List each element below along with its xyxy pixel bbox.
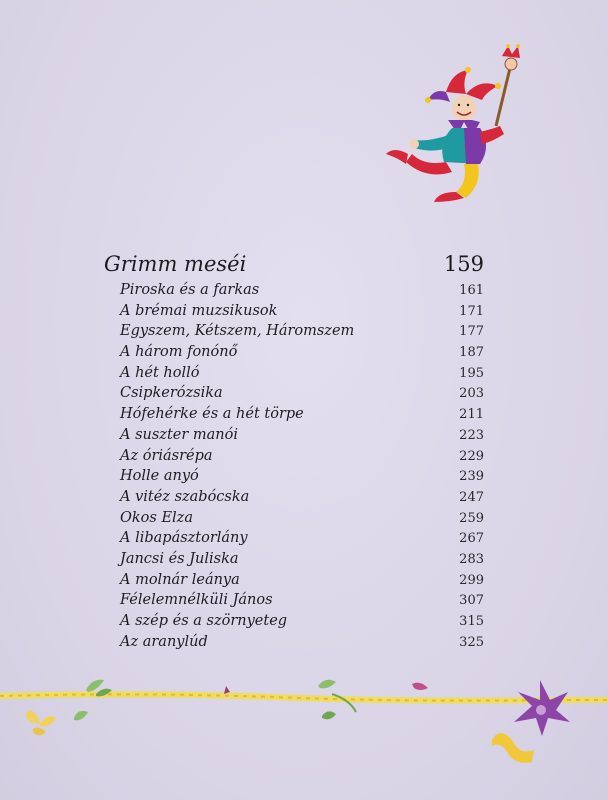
toc-entry (120, 468, 484, 489)
entry-title: Okos Elza (120, 509, 193, 526)
entry-title: Piroska és a farkas (120, 282, 260, 298)
entry-title: A szép és a szörnyeteg (120, 613, 288, 629)
jester-illustration (368, 42, 538, 204)
section-page-number: 159 (443, 252, 484, 276)
entry-page-number: 211 (459, 407, 484, 423)
toc-entry (120, 530, 484, 551)
toc-entry (120, 344, 484, 365)
entry-page-number: 171 (459, 303, 484, 319)
entry-page-number: 247 (459, 489, 484, 505)
toc-entry (120, 427, 484, 448)
toc-entry (120, 323, 484, 344)
toc-entry (120, 489, 484, 510)
entry-page-number: 283 (459, 551, 484, 567)
entry-page-number: 161 (459, 283, 484, 298)
toc-entries (120, 282, 484, 654)
entry-title: Egyszem, Kétszem, Háromszem (120, 323, 355, 340)
section-title: Grimm meséi (104, 252, 247, 276)
entry-page-number: 325 (459, 634, 484, 650)
entry-page-number: 299 (459, 572, 484, 588)
table-of-contents (104, 252, 484, 654)
toc-entry (120, 303, 484, 324)
entry-page-number: 315 (459, 614, 484, 629)
toc-entry (120, 282, 484, 303)
toc-entry (120, 572, 484, 593)
toc-entry (120, 592, 484, 613)
entry-title: A három fonónő (120, 344, 238, 361)
entry-title: Az aranylúd (120, 633, 208, 650)
entry-title: A suszter manói (120, 426, 238, 443)
entry-page-number: 203 (459, 386, 484, 402)
entry-page-number: 195 (459, 365, 484, 381)
entry-page-number: 259 (459, 510, 484, 526)
entry-page-number: 229 (459, 448, 484, 464)
entry-page-number: 223 (459, 427, 484, 443)
toc-entry (120, 510, 484, 531)
entry-title: A hét holló (120, 364, 200, 381)
toc-entry (120, 634, 484, 655)
entry-title: A molnár leánya (120, 571, 240, 588)
entry-title: Hófehérke és a hét törpe (120, 406, 304, 423)
toc-entry (120, 385, 484, 406)
toc-entry (120, 613, 484, 634)
entry-title: Holle anyó (120, 468, 199, 485)
toc-entry (120, 365, 484, 386)
toc-entry (120, 448, 484, 469)
entry-title: A brémai muzsikusok (120, 302, 278, 319)
entry-page-number: 307 (459, 593, 484, 609)
toc-entry (120, 551, 484, 572)
entry-title: Az óriásrépa (120, 447, 213, 464)
entry-title: A libapásztorlány (120, 530, 248, 547)
entry-title: Félelemnélküli János (120, 592, 273, 609)
toc-entry (120, 406, 484, 427)
entry-page-number: 267 (459, 531, 484, 547)
rope-vine-decoration (0, 670, 608, 780)
section-heading (104, 252, 484, 282)
entry-page-number: 239 (459, 469, 484, 485)
entry-title: Jancsi és Juliska (120, 550, 239, 567)
entry-page-number: 187 (459, 345, 484, 361)
entry-title: Csipkerózsika (120, 385, 223, 402)
entry-title: A vitéz szabócska (120, 488, 250, 505)
entry-page-number: 177 (459, 324, 484, 340)
